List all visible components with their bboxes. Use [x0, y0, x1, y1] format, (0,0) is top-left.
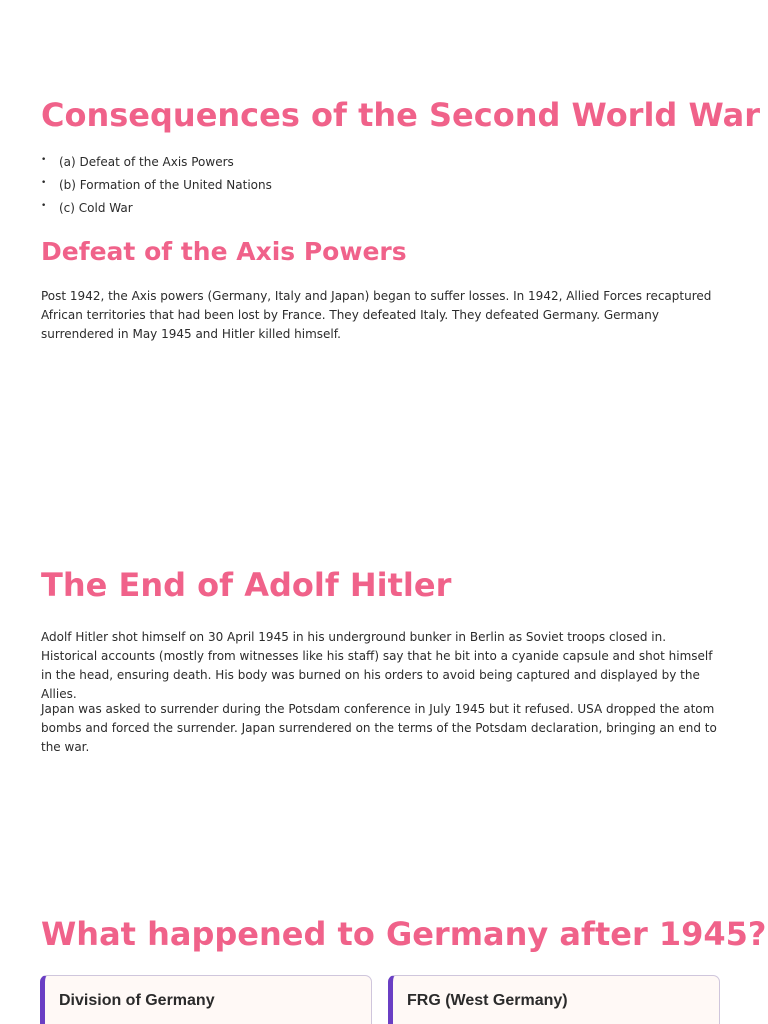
division-of-germany-card	[40, 975, 372, 1024]
frg-west-germany-card	[388, 975, 720, 1024]
consequences-list	[41, 151, 272, 220]
consequences-heading: Consequences of the Second World War	[41, 96, 760, 134]
list-item-text: (b) Formation of the United Nations	[59, 178, 272, 192]
hitler-end-heading: The End of Adolf Hitler	[41, 566, 452, 604]
list-item	[41, 174, 272, 197]
card-title: Division of Germany	[59, 992, 215, 1009]
axis-defeat-paragraph: Post 1942, the Axis powers (Germany, Italy and Japan) began to suffer losses. In 1942, Allied Forces recaptured African territories that had been lost by France. They defeated Italy. They defeated Germany. Germany surrendered in May 1945 and Hitler killed himself.	[41, 289, 712, 341]
japan-surrender-paragraph: Japan was asked to surrender during the Potsdam conference in July 1945 but it refused. USA dropped the atom bombs and forced the surrender. Japan surrendered on the terms of the Potsdam declaration, bringing an end to the war.	[41, 702, 717, 754]
card-title: FRG (West Germany)	[407, 992, 568, 1009]
list-item	[41, 197, 272, 220]
list-item-text: (c) Cold War	[59, 201, 133, 215]
list-item	[41, 151, 272, 174]
hitler-paragraph: Adolf Hitler shot himself on 30 April 1945 in his underground bunker in Berlin as Soviet troops closed in. Historical accounts (mostly from witnesses like his staff) say that he bit into a cyanide capsule and shot himself in the head, ensuring death. His body was burned on his orders to avoid being captured and displayed by the Allies.	[41, 630, 713, 701]
bullet-icon: •	[41, 201, 47, 211]
axis-defeat-heading: Defeat of the Axis Powers	[41, 237, 407, 266]
bullet-icon: •	[41, 178, 47, 188]
bullet-icon: •	[41, 155, 47, 165]
list-item-text: (a) Defeat of the Axis Powers	[59, 155, 234, 169]
germany-after-1945-heading: What happened to Germany after 1945?	[41, 915, 767, 953]
